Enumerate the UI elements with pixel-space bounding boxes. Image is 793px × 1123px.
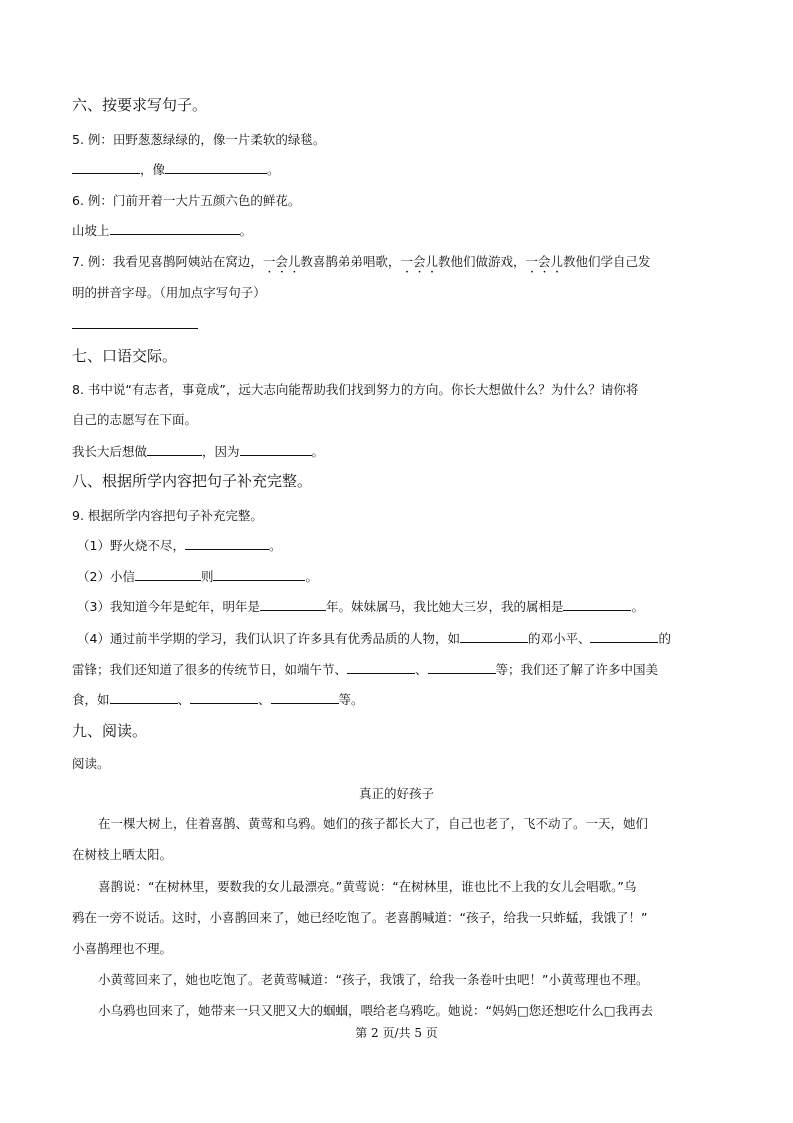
item-text: 年。妹妹属马，我比她大三岁，我的属相是 [325, 599, 564, 614]
q8-ans-text: 我长大后想做 [72, 444, 148, 459]
item-text: 食，如 [72, 692, 110, 707]
q8-ans-text: ，因为 [202, 444, 240, 459]
q7-text: 7. 例：我看见喜鹊阿姨站在窝边， [72, 254, 263, 269]
q9-item-4-line-3 [72, 690, 364, 708]
q7-line-1 [72, 252, 651, 276]
answer-blank[interactable] [72, 316, 198, 329]
q6-end: 。 [239, 223, 253, 238]
q5-prompt: 5. 例：田野葱葱绿绿的，像一片柔软的绿毯。 [72, 132, 326, 147]
item-text: 、 [177, 692, 191, 707]
item-text: 、 [415, 662, 428, 677]
item-text: （1）野火烧不尽， [77, 538, 185, 553]
q9-item-3 [77, 597, 644, 615]
answer-blank[interactable] [185, 537, 269, 550]
item-text: 。 [631, 599, 644, 614]
dotted-word: 一会儿 [400, 254, 438, 269]
passage-line: 鸦在一旁不说话。这时，小喜鹊回来了，她已经吃饱了。老喜鹊喊道：“孩子，给我一只蚱蜢，我饿了！” [72, 910, 648, 925]
item-text: （4）通过前半学期的学习，我们认识了许多具有优秀品质的人物，如 [77, 631, 460, 646]
q7-text: 教喜鹊弟弟唱歌， [300, 254, 401, 269]
q5-end: 。 [267, 162, 280, 177]
q9-item-2 [77, 567, 318, 585]
answer-blank[interactable] [110, 222, 240, 235]
passage-line: 喜鹊说：“在树林里，要数我的女儿最漂亮。”黄莺说：“在树林里，谁也比不上我的女儿会唱歌。”乌 [98, 879, 637, 894]
passage-title: 真正的好孩子 [358, 786, 434, 801]
q6-prompt: 6. 例：门前开着一大片五颜六色的鲜花。 [72, 193, 301, 208]
item-text: （3）我知道今年是蛇年，明年是 [77, 599, 260, 614]
answer-blank[interactable] [165, 161, 267, 174]
item-text: 。 [268, 538, 282, 553]
item-text: 雷锋；我们还知道了很多的传统节日，如端午节、 [72, 662, 348, 677]
answer-blank[interactable] [563, 598, 631, 611]
item-text: 、 [258, 692, 271, 707]
q8-line-1: 8. 书中说“有志者，事竟成”，远大志向能帮助我们找到努力的方向。你长大想做什么？为什么？请你将 [72, 382, 639, 397]
q5-mid: ，像 [140, 162, 166, 177]
item-text: （2）小信 [77, 569, 135, 584]
q6-answer [72, 221, 252, 239]
q9-item-1 [77, 536, 281, 554]
item-text: 的邓小平、 [527, 631, 591, 646]
passage-line: 在一棵大树上，住着喜鹊、黄莺和乌鸦。她们的孩子都长大了，自己也老了，飞不动了。一天，她们 [98, 816, 649, 831]
passage-line: 小喜鹊理也不理。 [72, 941, 173, 956]
q7-line-2: 明的拼音字母。（用加点字写句子） [72, 285, 266, 300]
answer-blank[interactable] [590, 630, 658, 643]
page-footer: 第 2 页/共 5 页 [355, 1026, 438, 1040]
answer-blank[interactable] [460, 630, 528, 643]
section-9-sub: 阅读。 [72, 756, 110, 771]
q7-text: 教他们学自己发 [562, 254, 651, 269]
item-text: 。 [305, 569, 318, 584]
section-6-heading: 六、按要求写句子。 [72, 96, 208, 114]
answer-blank[interactable] [240, 443, 312, 456]
section-9-heading: 九、阅读。 [72, 722, 148, 740]
answer-blank[interactable] [271, 691, 339, 704]
passage-line: 小乌鸦也回来了，她带来一只又肥又大的蝈蝈，喂给老乌鸦吃。她说：“妈妈□您还想吃什么□我再去 [98, 1003, 654, 1018]
q7-text: 教他们做游戏， [437, 254, 526, 269]
answer-blank[interactable] [260, 598, 326, 611]
answer-blank[interactable] [72, 161, 140, 174]
answer-blank[interactable] [347, 661, 415, 674]
item-text: 的 [658, 631, 671, 646]
dotted-word: 一会儿 [262, 254, 301, 269]
section-8-heading: 八、根据所学内容把句子补充完整。 [72, 472, 313, 490]
q6-lead: 山坡上 [72, 223, 110, 238]
q9-item-4-line-1 [77, 629, 671, 647]
answer-blank[interactable] [147, 443, 202, 456]
item-text: 等。 [338, 692, 364, 707]
q8-ans-text: 。 [311, 444, 325, 459]
q9-item-4-line-2 [72, 660, 658, 678]
q8-answer [72, 442, 324, 460]
section-7-heading: 七、口语交际。 [72, 347, 178, 365]
passage-line: 小黄莺回来了，她也吃饱了。老黄莺喊道：“孩子，我饿了，给我一条卷叶虫吧！”小黄莺理也不理。 [98, 972, 649, 987]
answer-blank[interactable] [213, 568, 305, 581]
answer-blank[interactable] [190, 691, 258, 704]
q5-answer [72, 160, 280, 178]
answer-blank[interactable] [110, 691, 178, 704]
q7-answer [72, 316, 198, 332]
answer-blank[interactable] [428, 661, 496, 674]
answer-blank[interactable] [135, 568, 201, 581]
item-text: 等；我们还了解了许多中国美 [495, 662, 659, 677]
q8-line-2: 自己的志愿写在下面。 [72, 412, 198, 427]
dotted-word: 一会儿 [525, 254, 563, 269]
passage-line: 在树枝上晒太阳。 [72, 847, 173, 862]
item-text: 则 [200, 569, 214, 584]
q9-prompt: 9. 根据所学内容把句子补充完整。 [72, 508, 263, 523]
